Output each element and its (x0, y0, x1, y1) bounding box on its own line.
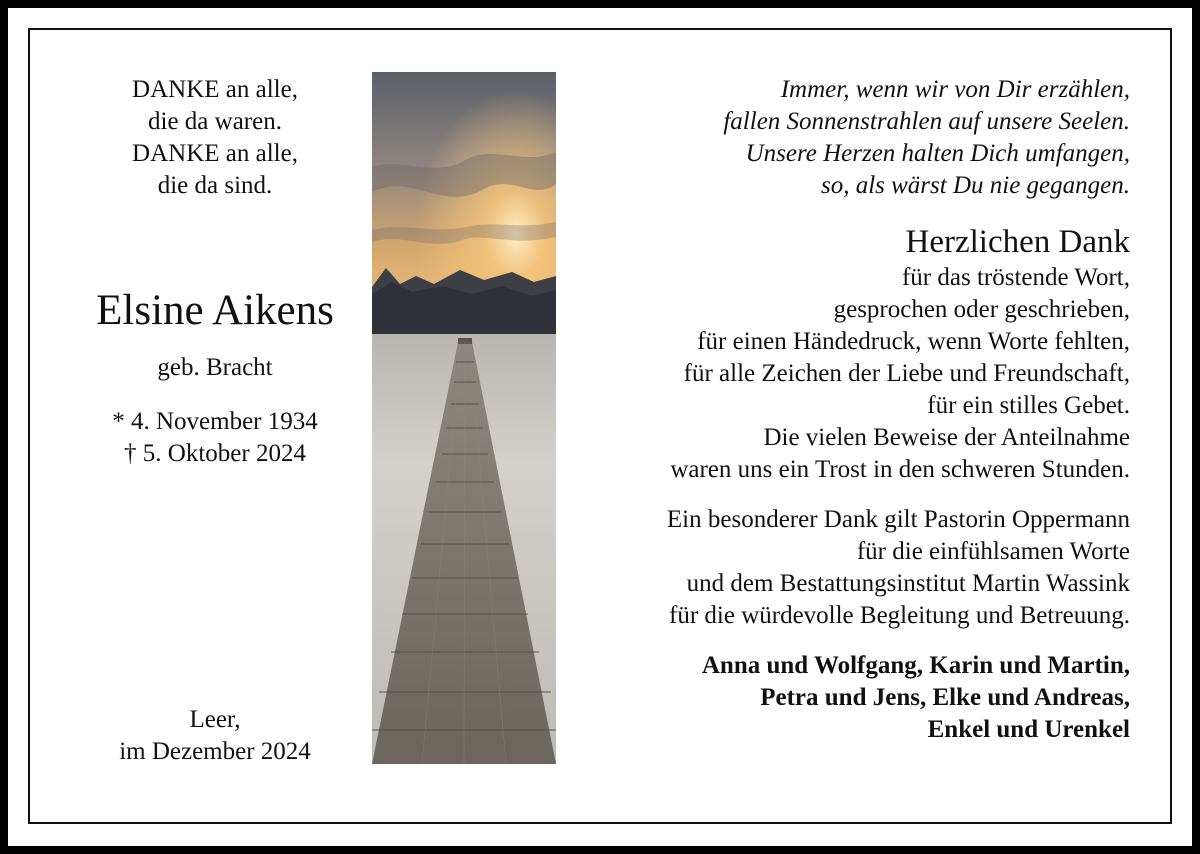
thanks-line: waren uns ein Trost in den schweren Stunden. (670, 456, 1130, 483)
poem-line: Immer, wenn wir von Dir erzählen, (780, 76, 1130, 103)
special-thanks-line: Ein besonderer Dank gilt Pastorin Oppermann (666, 506, 1130, 533)
thanks-line: für das tröstende Wort, (901, 264, 1130, 291)
danke-line: die da waren. (148, 108, 282, 135)
thanks-line: Die vielen Beweise der Anteilnahme (763, 424, 1130, 451)
jetty-photo (372, 72, 556, 764)
deceased-name: Elsine Aikens (96, 287, 334, 334)
thanks-heading: Herzlichen Dank (905, 224, 1130, 260)
special-thanks-line: und dem Bestattungsinstitut Martin Wassink (686, 570, 1130, 597)
danke-line: DANKE an alle, (132, 140, 298, 167)
obituary-card (8, 8, 1192, 846)
death-date: † 5. Oktober 2024 (124, 440, 306, 467)
poem-verse (568, 74, 1130, 202)
right-column (568, 74, 1130, 746)
jetty-photo-illustration (372, 72, 556, 764)
birth-date: * 4. November 1934 (112, 408, 318, 435)
life-dates (70, 406, 360, 470)
thanks-line: gesprochen oder geschrieben, (833, 296, 1130, 323)
maiden-name: geb. Bracht (157, 354, 273, 381)
place-line: im Dezember 2024 (119, 738, 311, 765)
special-thanks-paragraph (568, 504, 1130, 632)
place-line: Leer, (189, 706, 241, 733)
poem-line: so, als wärst Du nie gegangen. (820, 172, 1130, 199)
family-line: Anna und Wolfgang, Karin und Martin, (701, 652, 1130, 679)
thanks-line: für einen Händedruck, wenn Worte fehlten, (697, 328, 1130, 355)
poem-line: fallen Sonnenstrahlen auf unsere Seelen. (723, 108, 1130, 135)
family-line: Petra und Jens, Elke und Andreas, (760, 684, 1130, 711)
thanks-paragraph (568, 262, 1130, 486)
danke-line: DANKE an alle, (132, 76, 298, 103)
thanks-line: für ein stilles Gebet. (927, 392, 1130, 419)
thanks-line: für alle Zeichen der Liebe und Freundschaft, (683, 360, 1130, 387)
danke-line: die da sind. (157, 172, 273, 199)
poem-line: Unsere Herzen halten Dich umfangen, (745, 140, 1130, 167)
left-column (70, 74, 360, 470)
danke-verse (70, 74, 360, 202)
special-thanks-line: für die einfühlsamen Worte (856, 538, 1130, 565)
family-signoff (568, 650, 1130, 746)
family-line: Enkel und Urenkel (927, 716, 1130, 743)
place-and-date (70, 704, 360, 768)
special-thanks-line: für die würdevolle Begleitung und Betreuung. (669, 602, 1130, 629)
